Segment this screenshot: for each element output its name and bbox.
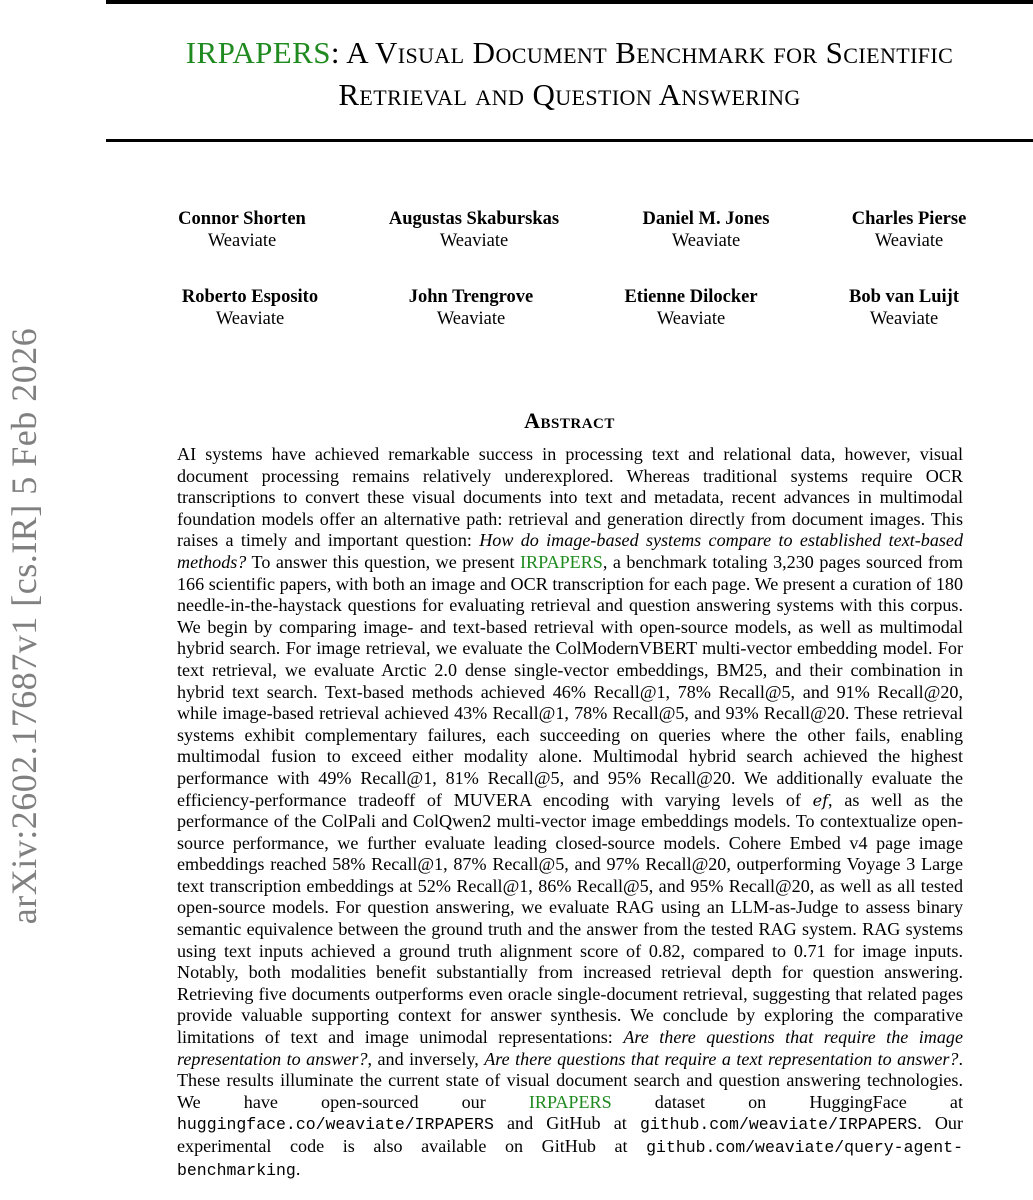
author-affiliation: Weaviate [207, 231, 277, 251]
abstract-text: , and inversely, [367, 1048, 485, 1069]
author [409, 286, 534, 330]
abstract-text: To answer this question, we present [246, 551, 521, 572]
author-name: Bob van Luijt [848, 287, 960, 307]
abstract-paragraph [177, 444, 963, 1181]
abstract-text: . Our experimental code is also available on GitHub at [177, 1113, 964, 1156]
author-name: Connor Shorten [178, 209, 306, 229]
title-top-rule [106, 0, 1033, 4]
abstract-text: , a benchmark totaling 3,230 pages sourced from 166 scientific papers, with both an image and OCR transcription for each page. We present a curation of 180 needle-in-the-haystack questions for evaluating retrieval and question answering systems with this corpus. We begin by comparing image- and text-based retrieval with open-source models, as well as multimodal hybrid search. For image retrieval, we evaluate the ColModernVBERT multi-vector embedding model. For text retrieval, we evaluate Arctic 2.0 dense single-vector embeddings, BM25, and their combination in hybrid text search. Text-based methods achieved 46% Recall@1, 78% Recall@5, and 91% Recall@20, while image-based retrieval achieved 43% Recall@1, 78% Recall@5, and 93% Recall@20. These retrieval systems exhibit complementary failures, each succeeding on queries where the other fails, enabling multimodal fusion to exceed either modality alone. Multimodal hybrid search achieved the highest performance with 49% Recall@1, 81% Recall@5, and 95% Recall@20. We additionally evaluate the efficiency-performance tradeoff of MUVERA encoding with varying levels of [177, 551, 963, 810]
abstract-heading: Abstract [524, 408, 615, 433]
title-line-1 [106, 32, 1033, 74]
research-question-emphasis: How do image-based systems compare to established text-based methods? [177, 530, 964, 572]
dataset-name-link[interactable]: IRPAPERS [528, 1091, 612, 1112]
arxiv-sidebar-stamp [2, 296, 46, 956]
author [852, 208, 967, 252]
abstract-text: . [295, 1158, 301, 1179]
author [182, 286, 318, 330]
author-affiliation: Weaviate [869, 309, 939, 329]
github-dataset-url[interactable]: github.com/weaviate/IRPAPERS [639, 1115, 918, 1135]
author [643, 208, 770, 252]
author-name: Charles Pierse [851, 209, 967, 229]
title-dataset-name[interactable]: IRPAPERS [185, 35, 331, 70]
author-name: Daniel M. Jones [642, 209, 770, 229]
abstract-body [177, 444, 963, 1181]
author-affiliation: Weaviate [436, 309, 506, 329]
abstract-text: , as well as the performance of the ColPali and ColQwen2 multi-vector image embeddings models. To contextualize open-source performance, we further evaluate leading closed-source models. Cohere Embed v4 page image embeddings reached 58% Recall@1, 87% Recall@5, and 97% Recall@20, outperforming Voyage 3 Large text transcription embeddings at 52% Recall@1, 86% Recall@5, and 95% Recall@20, as well as all tested open-source models. For question answering, we evaluate RAG using an LLM-as-Judge to assess binary semantic equivalence between the ground truth and the answer from the tested RAG system. RAG systems using text inputs achieved a ground truth alignment score of 0.82, compared to 0.71 for image inputs. Notably, both modalities benefit substantially from increased retrieval depth for question answering. Retrieving five documents outperforms even oracle single-document retrieval, suggesting that related pages provide valuable supporting context for answer synthesis. We conclude by exploring the comparative limitations of text and image unimodal representations: [177, 789, 963, 1048]
author-affiliation: Weaviate [215, 309, 285, 329]
author-name: Augustas Skaburskas [388, 209, 560, 229]
abstract-text: . These results illuminate the current state of visual document search and question answering technologies. We have open-sourced our [177, 1048, 964, 1112]
author [849, 286, 959, 330]
author [178, 208, 306, 252]
author-affiliation: Weaviate [656, 309, 726, 329]
title-bottom-rule [106, 139, 1033, 142]
dataset-name-link[interactable]: IRPAPERS [520, 551, 603, 572]
github-code-url[interactable]: github.com/weaviate/query-agent-benchmarking [177, 1138, 963, 1180]
math-symbol-ef: ef [812, 790, 829, 810]
author [624, 286, 757, 330]
title-line-2: Retrieval and Question Answering [338, 77, 801, 112]
author [389, 208, 559, 252]
huggingface-url[interactable]: huggingface.co/weaviate/IRPAPERS [177, 1115, 494, 1135]
author-name: Etienne Dilocker [624, 287, 758, 307]
paper-title [106, 32, 1033, 116]
title-line-1-rest: : A Visual Document Benchmark for Scientific [330, 35, 954, 70]
arxiv-identifier: arXiv:2602.17687v1 [cs.IR] 5 Feb 2026 [4, 327, 44, 925]
abstract-text: AI systems have achieved remarkable success in processing text and relational data, however, visual document processing remains relatively underexplored. Whereas traditional systems require OCR transcriptions to convert these visual documents into text and metadata, recent advances in multimodal foundation models offer an alternative path: retrieval and generation directly from document images. This raises a timely and important question: [177, 444, 963, 551]
author-affiliation: Weaviate [439, 231, 509, 251]
author-name: John Trengrove [408, 287, 534, 307]
question-emphasis-text: Are there questions that require a text representation to answer? [484, 1048, 959, 1069]
author-affiliation: Weaviate [671, 231, 741, 251]
author-affiliation: Weaviate [874, 231, 944, 251]
author-name: Roberto Esposito [181, 287, 319, 307]
abstract-text: dataset on HuggingFace at [611, 1091, 963, 1112]
question-emphasis-image: Are there questions that require the image representation to answer? [177, 1027, 963, 1069]
abstract-text: and GitHub at [493, 1113, 640, 1134]
